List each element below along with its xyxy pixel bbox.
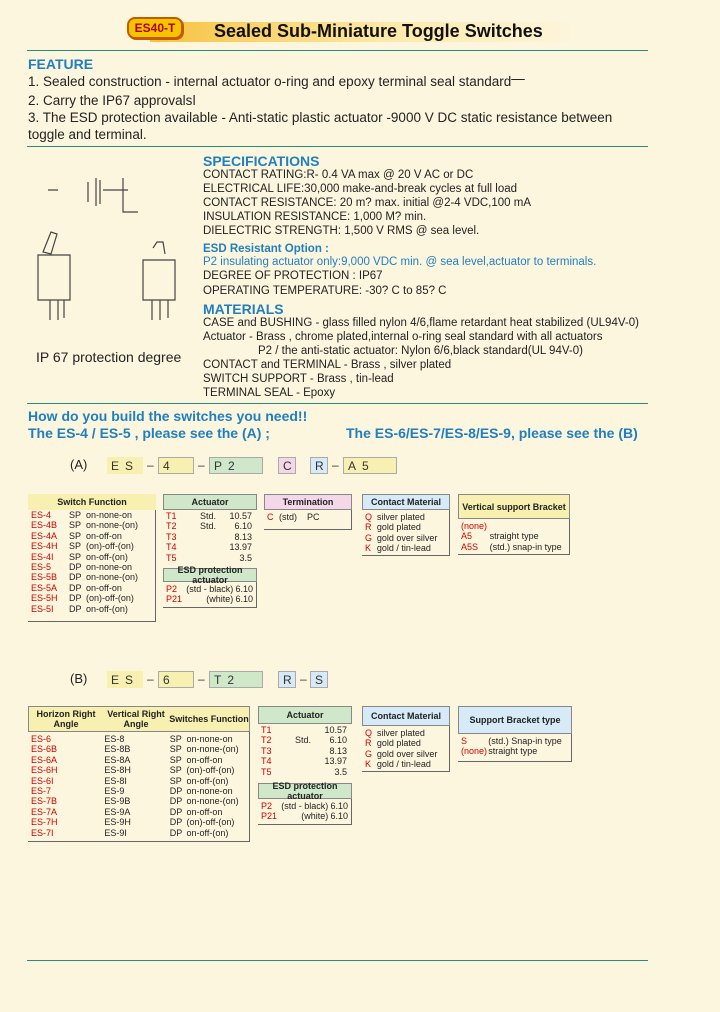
table-cell: P2 [261,801,273,811]
table-cell: PC [307,512,320,522]
table-cell: (on)-off-(on) [186,765,235,776]
table-row [31,776,246,786]
table-row [261,811,348,821]
table-cell: 13.97 [229,542,252,553]
table-cell: (on)-off-(on) [86,541,134,552]
code-dash: – [198,672,205,686]
table-cell: G [365,532,373,543]
table-cell: 3.5 [239,552,252,563]
material-line: CONTACT and TERMINAL - Brass , silver plated [203,359,452,371]
table-cell: 10.57 [324,725,347,735]
material-line: SWITCH SUPPORT - Brass , tin-lead [203,373,394,385]
table-cell: ES-4I [31,551,54,562]
table-cell: G [365,748,373,759]
table-cell: T5 [261,766,272,777]
table-cell: ES-7I [31,827,54,838]
table-cell: 6.10 [330,801,348,811]
table-cell: SP [69,541,82,552]
spec-line: DIELECTRIC STRENGTH: 1,500 V RMS @ sea level. [203,225,480,237]
table-cell: ES-7H [31,817,58,828]
table-row [461,521,566,531]
table-row [31,531,155,541]
table-cell: SP [169,734,182,744]
table-cell: ES-7A [31,806,58,817]
table-cell: T1 [166,511,177,521]
table-row [461,746,568,756]
model-badge: ES40-T [127,17,183,39]
material-line: P2 / the anti-static actuator: Nylon 6/6,black standard(UL 94V-0) [258,345,583,357]
table-cell: on-none-(on) [86,520,139,531]
table-cell: ES-9H [104,817,131,828]
table-row [31,765,246,775]
table-cell [490,521,566,531]
table-row [31,734,246,744]
table-cell [186,532,216,542]
feature-item: 3. The ESD protection available - Anti-static plastic actuator -9000 V DC static resistance between [28,110,613,125]
table-cell: ES-4A [31,530,58,541]
table-row [31,817,246,827]
table-cell [281,746,311,756]
spec-line: ELECTRICAL LIFE:30,000 make-and-break cycles at full load [203,183,518,195]
table-cell: (white) [206,594,234,605]
table-cell: on-none-on [186,734,233,744]
table-cell: 6.10 [235,584,253,594]
table-cell: ES-5H [31,593,58,604]
table-header: Contact Material [362,706,450,726]
code-b-function: 6 [158,671,194,688]
table-cell: 3.5 [334,766,347,777]
table-header: Switches Function [169,714,249,724]
table-cell: T4 [261,756,272,767]
table-cell: on-off-on [186,806,223,817]
table-cell: ES-8I [104,775,127,786]
table-row [31,796,246,806]
table-row [365,543,446,553]
code-a-function: 4 [158,457,194,474]
table-cell: on-off-(on) [86,603,128,614]
table-cell: ES-7 [31,785,52,796]
table-header: Vertical support Bracket [458,494,570,519]
table-cell: SP [169,744,182,755]
table-cell: ES-8B [104,744,131,755]
table-cell: gold over silver [376,532,438,543]
table-cell: DP [169,785,183,796]
table-b-actuator [258,706,352,825]
table-header: Termination [264,494,352,510]
table-cell: SP [69,510,82,520]
table-cell: straight type [489,531,539,542]
table-cell: ES-6B [31,744,58,755]
spec-line: CONTACT RATING:R- 0.4 VA max @ 20 V AC or DC [203,169,474,181]
materials-heading: MATERIALS [203,301,284,317]
table-cell: SP [169,754,182,765]
material-line: CASE and BUSHING - glass filled nylon 4/6,flame retardant heat stabilized (UL94V-0) [203,317,639,329]
table-cell: DP [169,827,183,838]
spec-line: CONTACT RESISTANCE: 20 m? max. initial @2-4 VDC,100 mA [203,197,532,209]
table-cell: T2 [261,735,272,746]
table-cell: T3 [261,745,272,756]
table-row [365,533,446,543]
table-row [261,746,349,756]
table-cell: ES-5B [31,572,58,583]
table-row [31,572,155,582]
table-row [461,531,566,541]
ip-caption: IP 67 protection degree [36,349,182,365]
table-cell: on-none-on [86,561,133,572]
table-cell: (std - black) [281,801,329,811]
table-b-switch [28,706,250,842]
table-cell: R [365,522,372,533]
table-cell [186,553,216,563]
table-cell: T2 [166,521,177,532]
table-subheader: ESD protection actuator [258,783,352,799]
table-a-switch-function [28,494,156,622]
code-b-label: (B) [70,671,88,686]
table-header: Actuator [163,494,257,510]
table-cell: SP [69,530,82,541]
table-cell: Std. [294,735,311,746]
table-cell: gold plated [376,522,421,533]
table-row [31,755,246,765]
table-row [31,583,155,593]
table-row [31,593,155,603]
table-cell: (none) [461,746,488,757]
table-cell: on-none-(on) [86,572,139,583]
feature-item: toggle and terminal. [28,127,147,142]
table-cell: 6.10 [234,521,252,532]
table-cell: on-none-on [186,785,233,796]
table-cell: on-off-on [86,530,122,541]
table-cell: ES-8A [104,754,131,765]
table-cell: DP [69,572,82,583]
build-right: The ES-6/ES-7/ES-8/ES-9, please see the (B) [346,425,638,441]
table-cell [281,725,311,735]
table-cell: ES-7B [31,796,58,807]
table-row [166,521,254,531]
esd-heading: ESD Resistant Option : [203,243,329,255]
table-row [166,511,254,521]
table-header: Contact Material [362,494,450,510]
table-row [31,520,155,530]
table-cell: ES-6 [31,734,52,744]
table-row [31,510,155,520]
table-cell: T3 [166,531,177,542]
table-cell: ES-4 [31,510,52,520]
code-b-actuator: T2 [209,671,263,688]
code-b-bracket: S [310,671,328,688]
code-b-contact: R [278,671,296,688]
material-line: TERMINAL SEAL - Epoxy [203,387,336,399]
table-cell: on-off-(on) [186,775,229,786]
code-a-contact: R [310,457,328,474]
table-cell: 8.13 [329,745,347,756]
table-cell: ES-5A [31,582,58,593]
table-cell: Std. [199,511,216,521]
table-cell: gold plated [376,738,421,749]
material-line: Actuator - Brass , chrome plated,internal o-ring seal standard with all actuators [203,331,603,343]
feature-item: 1. Sealed construction - internal actuator o-ring and epoxy terminal seal standard⎻ [28,74,525,89]
table-cell: on-off-on [86,582,122,593]
code-a-series: ES [107,457,143,474]
table-header: Support Bracket type [458,706,572,734]
table-cell: S [461,736,468,746]
table-row [31,562,155,572]
table-cell: DP [169,806,183,817]
table-cell: K [365,543,372,554]
table-cell: Q [365,728,373,738]
table-row [31,807,246,817]
esd-line: P2 insulating actuator only:9,000 VDC min. @ sea level,actuator to terminals. [203,256,597,268]
table-cell: SP [169,765,182,776]
table-cell: (std.) snap-in type [489,541,562,552]
table-cell: T1 [261,725,272,735]
table-cell: R [365,738,372,749]
table-cell: ES-5 [31,561,52,572]
table-cell: ES-6A [31,754,58,765]
table-cell: A5 [461,531,473,542]
table-cell: SP [169,775,182,786]
table-row [261,735,349,745]
table-cell: Std. [199,521,216,532]
table-cell: on-none-on [86,510,133,520]
table-cell: ES-6I [31,775,54,786]
table-cell: on-off-on [186,754,223,765]
table-cell: Q [365,512,373,522]
table-row [261,725,349,735]
table-cell: silver plated [376,728,425,738]
table-row [261,767,349,777]
table-cell [186,542,216,552]
table-cell: on-none-(on) [186,796,239,807]
table-a-actuator [163,494,257,608]
table-header: Switch Function [28,494,156,510]
feature-heading: FEATURE [28,56,94,72]
table-a-contact [362,494,450,556]
table-cell: DP [69,603,82,614]
build-left: The ES-4 / ES-5 , please see the (A) ; [28,425,270,441]
table-cell: 6.10 [235,594,253,605]
table-cell: ES-9 [104,785,125,796]
table-cell: DP [169,817,183,828]
code-a-termination: C [278,457,296,474]
table-cell: 6.10 [329,735,347,746]
table-cell: ES-4H [31,541,58,552]
table-cell: DP [69,582,82,593]
table-cell: K [365,759,372,770]
page-title: Sealed Sub-Miniature Toggle Switches [214,21,543,41]
table-cell: silver plated [376,512,425,522]
table-a-termination [264,494,352,530]
table-cell: (std - black) [186,584,234,594]
table-cell: 10.57 [229,511,252,521]
table-row [365,749,446,759]
table-cell: (std.) Snap-in type [488,736,562,746]
table-a-bracket [458,494,570,555]
table-row [31,552,155,562]
code-a-label: (A) [70,457,88,472]
table-cell: ES-9B [104,796,131,807]
table-row [365,522,446,532]
table-cell: DP [169,796,183,807]
table-cell: ES-6H [31,765,58,776]
code-dash: – [147,458,154,472]
table-row [166,594,253,604]
spec-line: INSULATION RESISTANCE: 1,000 M? min. [203,211,427,223]
bottom-divider [27,960,648,961]
table-row [365,759,446,769]
table-cell: ES-8H [104,765,131,776]
build-question: How do you build the switches you need!! [28,408,308,424]
top-divider [27,50,648,51]
table-cell: P2 [166,584,178,594]
table-cell: ES-8 [104,734,125,744]
table-row [31,744,246,754]
table-header: Actuator [258,706,352,724]
table-cell: (none) [461,521,488,531]
code-dash: – [198,458,205,472]
table-cell: ES-4B [31,520,58,531]
table-cell: SP [69,551,82,562]
table-row [166,553,254,563]
table-row [267,512,348,522]
table-row [365,738,446,748]
table-cell: DP [69,593,82,604]
table-cell: P21 [166,594,183,605]
table-cell: ES-5I [31,603,54,614]
feature-item: 2. Carry the IP67 approvalsǀ [28,93,196,108]
table-row [365,728,446,738]
table-b-bracket [458,706,572,762]
table-row [166,584,253,594]
table-cell [281,756,311,766]
table-cell: A5S [461,541,479,552]
table-cell: 13.97 [324,756,347,767]
code-a-bracket: A5 [343,457,397,474]
specifications-heading: SPECIFICATIONS [203,153,320,169]
table-cell: SP [69,520,82,531]
table-cell: T5 [166,552,177,563]
spec-line: DEGREE OF PROTECTION : IP67 [203,270,383,282]
table-row [365,512,446,522]
table-cell: on-none-(on) [186,744,239,755]
table-cell: (on)-off-(on) [86,593,134,604]
code-dash: – [332,458,339,472]
table-cell: P21 [261,811,278,822]
table-cell: on-off-(on) [186,827,229,838]
table-b-contact [362,706,450,772]
table-cell: (white) [301,811,329,822]
table-cell: (std) [279,512,297,522]
table-cell [281,767,311,777]
table-cell: ES-9A [104,806,131,817]
table-row [31,786,246,796]
code-dash: – [147,672,154,686]
switch-drawing [28,160,198,340]
spec-line: OPERATING TEMPERATURE: -30? C to 85? C [203,285,447,297]
table-cell: gold / tin-lead [376,759,431,770]
table-cell: 6.10 [330,811,348,822]
table-cell: ES-9I [104,827,127,838]
table-subheader: ESD protection actuator [163,568,257,582]
table-cell: straight type [488,746,538,757]
table-row [261,801,348,811]
table-row [31,604,155,614]
table-row [31,828,246,838]
table-cell: gold / tin-lead [376,543,431,554]
table-header: Vertical Right Angle [107,709,165,729]
table-row [461,542,566,552]
table-cell: on-off-(on) [86,551,128,562]
table-cell: T4 [166,542,177,553]
table-cell: C [267,512,274,522]
table-header: Horizon Right Angle [36,709,96,729]
code-dash: – [300,672,307,686]
table-cell: (on)-off-(on) [186,817,235,828]
feature-divider [27,146,648,147]
table-cell: 8.13 [234,531,252,542]
table-row [31,541,155,551]
table-row [166,542,254,552]
code-b-series: ES [107,671,143,688]
code-a-actuator: P2 [209,457,263,474]
table-row [261,756,349,766]
table-row [461,736,568,746]
materials-divider [27,403,648,404]
table-cell: gold over silver [376,748,438,759]
table-cell: DP [69,561,82,572]
table-row [166,532,254,542]
